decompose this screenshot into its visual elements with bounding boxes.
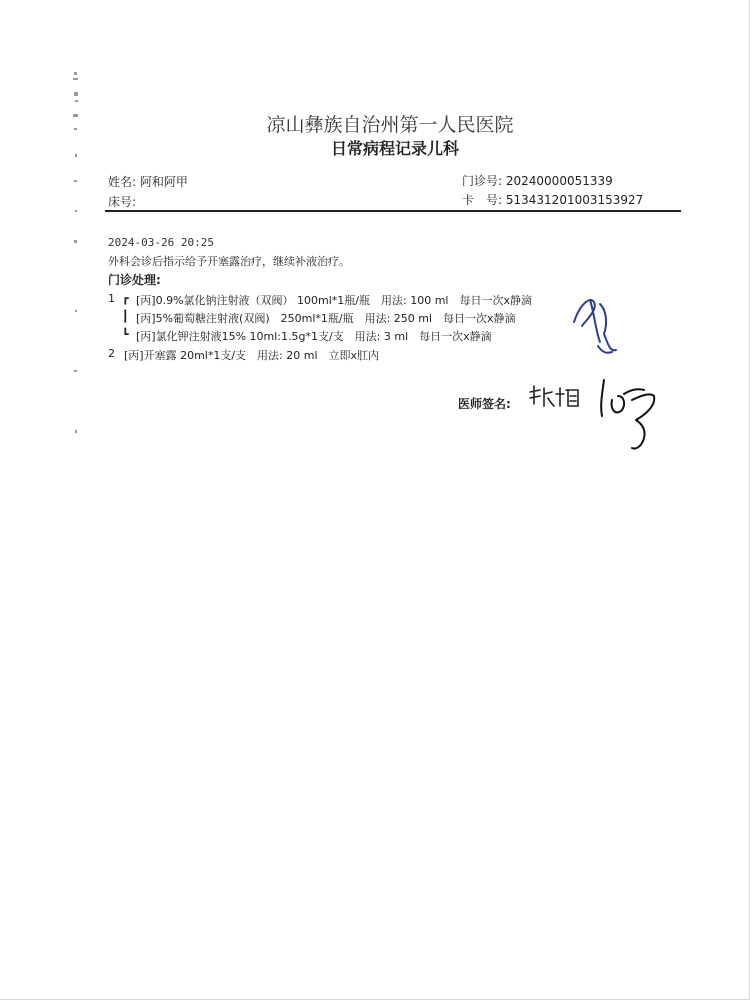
header-divider	[105, 210, 681, 212]
prescription-section-title: 门诊处理:	[108, 273, 161, 287]
order-item: [丙]0.9%氯化钠注射液（双阀） 100ml*1瓶/瓶 用法: 100 ml 每日一次x静滴	[136, 294, 532, 307]
order-group-bracket-middle: ┃	[122, 310, 129, 323]
card-number-value: 513431201003153927	[505, 193, 644, 207]
doctor-name-stamp-signature	[526, 382, 586, 414]
record-note: 外科会诊后指示给予开塞露治疗，继续补液治疗。	[108, 255, 350, 268]
outpatient-number-value: 20240000051339	[505, 174, 613, 188]
order-group-bracket-bottom: ┗	[122, 328, 129, 341]
patient-name-field	[108, 173, 188, 190]
doctor-handwritten-signature	[596, 370, 666, 456]
bed-number-label: 床号:	[108, 195, 137, 209]
hospital-name: 凉山彝族自治州第一人民医院	[266, 114, 514, 136]
card-number-label: 卡 号:	[462, 193, 503, 207]
patient-name-value: 阿和阿甲	[139, 175, 188, 189]
order-group-bracket-top: ┏	[122, 292, 129, 305]
order-number: 1	[108, 292, 115, 305]
department-title: 日常病程记录儿科	[330, 139, 459, 158]
outpatient-number-label: 门诊号:	[462, 174, 503, 188]
bed-number-field	[108, 193, 136, 210]
order-number: 2	[108, 347, 115, 360]
order-item: [丙]5%葡萄糖注射液(双阀) 250ml*1瓶/瓶 用法: 250 ml 每日一次x静滴	[136, 312, 516, 325]
card-number-field	[462, 191, 643, 208]
doctor-signature-label: 医师签名:	[458, 397, 511, 411]
patient-name-label: 姓名:	[108, 175, 137, 189]
handwritten-initials-mark	[560, 282, 620, 362]
outpatient-number-field	[462, 172, 613, 189]
order-item: [丙]氯化钾注射液15% 10ml:1.5g*1支/支 用法: 3 ml 每日一次x静滴	[136, 330, 492, 343]
record-datetime: 2024-03-26 20:25	[108, 236, 214, 249]
order-item: [丙]开塞露 20ml*1支/支 用法: 20 ml 立即x肛内	[124, 349, 380, 362]
